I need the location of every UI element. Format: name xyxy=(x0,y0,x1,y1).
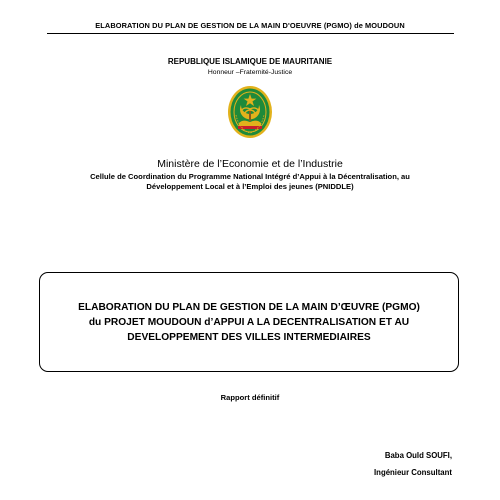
national-motto: Honneur –Fraternité-Justice xyxy=(207,69,293,76)
mauritania-national-seal-icon xyxy=(227,85,273,139)
coordination-cell-line-2: Développement Local et à l’Emploi des jeunes (PNIDDLE) xyxy=(146,182,354,191)
author-name: Baba Ould SOUFI, xyxy=(384,451,452,460)
running-header: ELABORATION DU PLAN DE GESTION DE LA MAIN D'OEUVRE (PGMO) de MOUDOUN xyxy=(95,21,405,30)
ministry-name: Ministère de l’Economie et de l’Industrie xyxy=(157,158,343,170)
document-title xyxy=(44,300,454,345)
coordination-cell xyxy=(50,172,450,192)
author-role: Ingénieur Consultant xyxy=(374,468,452,477)
document-title-box xyxy=(39,272,459,372)
coordination-cell-line-1: Cellule de Coordination du Programme National Intégré d’Appui à la Décentralisation, au xyxy=(90,172,410,181)
document-title-line-3: DEVELOPPEMENT DES VILLES INTERMEDIAIRES xyxy=(127,331,371,343)
document-title-line-2: du PROJET MOUDOUN d’APPUI A LA DECENTRALISATION ET AU xyxy=(88,316,410,328)
document-title-line-1: ELABORATION DU PLAN DE GESTION DE LA MAIN D’ŒUVRE (PGMO) xyxy=(78,301,420,313)
report-type: Rapport définitif xyxy=(220,393,280,402)
republic-name: REPUBLIQUE ISLAMIQUE DE MAURITANIE xyxy=(167,57,333,66)
header-rule xyxy=(47,33,454,34)
